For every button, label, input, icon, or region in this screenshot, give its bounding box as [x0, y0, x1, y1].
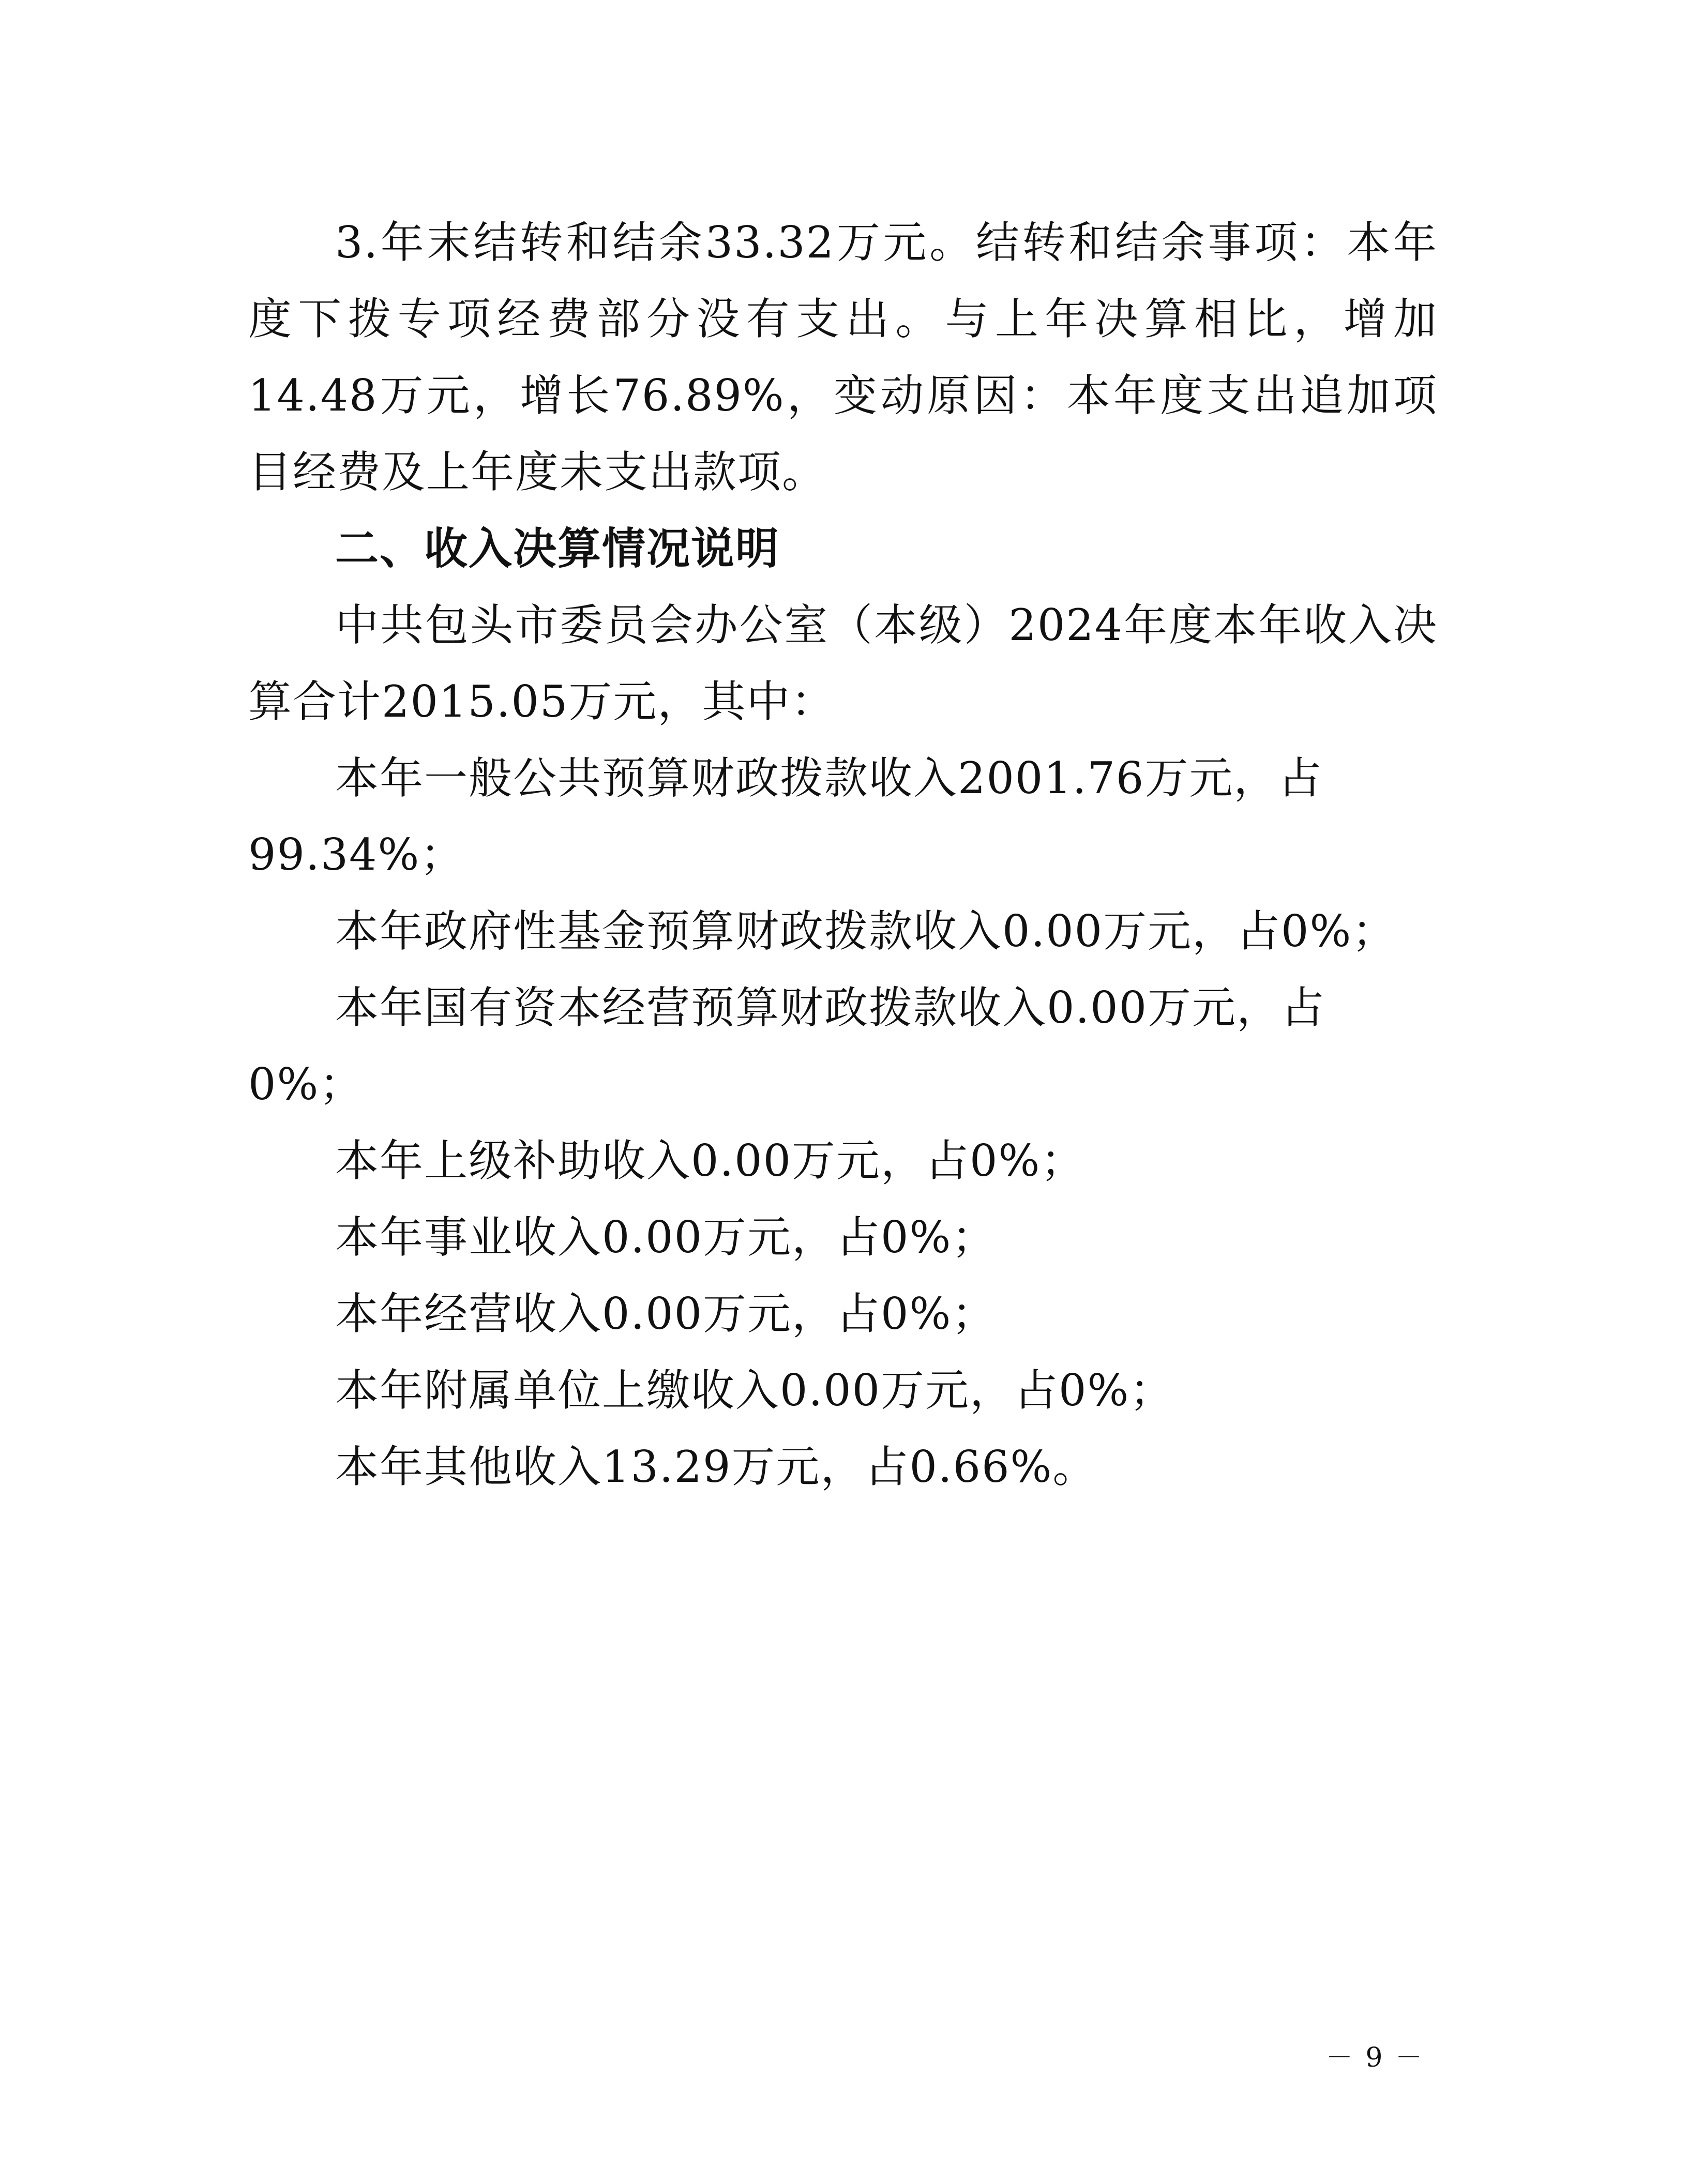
income-item-state-capital: 本年国有资本经营预算财政拨款收入0.00万元，占0%； [248, 982, 1326, 1110]
income-item-gov-fund: 本年政府性基金预算财政拨款收入0.00万元，占0%； [335, 906, 1397, 957]
paragraph-income-total: 中共包头市委员会办公室（本级）2024年度本年收入决算合计2015.05万元，其中： [248, 600, 1438, 727]
income-item-affiliated: 本年附属单位上缴收入0.00万元，占0%； [335, 1365, 1174, 1416]
document-body [248, 204, 1438, 1505]
income-item-superior-subsidy: 本年上级补助收入0.00万元，占0%； [335, 1135, 1086, 1186]
income-item-other: 本年其他收入13.29万元，占0.66%。 [335, 1442, 1097, 1492]
page-number: － 9 － [1325, 2042, 1424, 2073]
paragraph-carryover: 3.年末结转和结余33.32万元。结转和结余事项：本年度下拨专项经费部分没有支出。与上年决算相比，增加14.48万元，增长76.89%，变动原因：本年度支出追加项目经费及上年度未支出款项。 [248, 217, 1438, 497]
section-heading: 二、收入决算情况说明 [335, 523, 780, 574]
income-item-general-budget: 本年一般公共预算财政拨款收入2001.76万元，占99.34%； [248, 753, 1323, 880]
income-item-operating: 本年经营收入0.00万元，占0%； [335, 1288, 997, 1339]
income-item-business: 本年事业收入0.00万元，占0%； [335, 1212, 997, 1263]
